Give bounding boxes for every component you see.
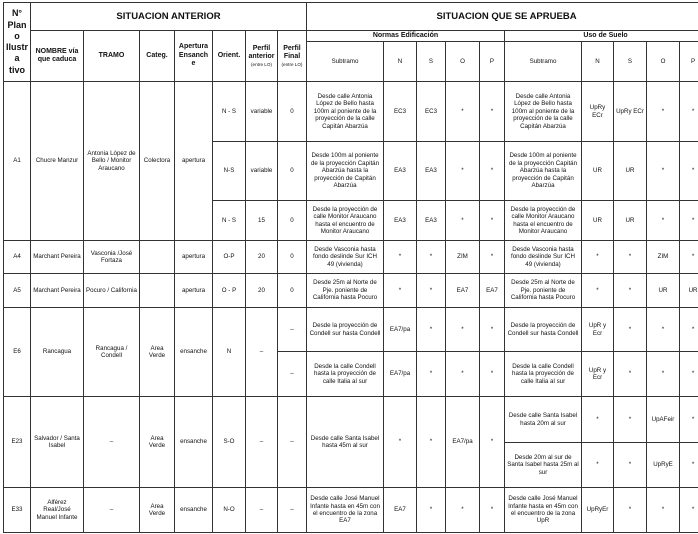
uso-o-cell: * bbox=[647, 352, 680, 397]
orient-cell: N - S bbox=[213, 201, 246, 241]
norm-s-cell: EC3 bbox=[417, 82, 446, 142]
categ-cell: Colectora bbox=[140, 82, 175, 241]
street-plan-table bbox=[3, 2, 698, 533]
uso-n-cell: UpRy ECr bbox=[582, 82, 614, 142]
perfil-anterior-cell: variable bbox=[246, 82, 278, 142]
normas-header: Normas Edificación bbox=[307, 31, 505, 42]
orient-cell: N bbox=[213, 308, 246, 397]
header-row-1 bbox=[4, 3, 698, 31]
norm-s-cell: * bbox=[417, 274, 446, 308]
uso-o-cell: UR bbox=[647, 274, 680, 308]
uso-subtramo-cell: Desde 25m al Norte de Pje. poniente de California hasta Pocuro bbox=[505, 274, 582, 308]
uso-s-cell: * bbox=[614, 241, 647, 274]
norm-n-cell: * bbox=[384, 241, 417, 274]
tramo-header: TRAMO bbox=[84, 31, 140, 82]
norm-o-cell: * bbox=[446, 201, 480, 241]
perfil-anterior-cell: – bbox=[246, 488, 278, 533]
norm-s-cell: * bbox=[417, 241, 446, 274]
norm-s-cell: EA3 bbox=[417, 142, 446, 201]
uso-s-cell: * bbox=[614, 274, 647, 308]
situacion-anterior-header: SITUACION ANTERIOR bbox=[31, 3, 307, 31]
norm-n-cell: EA3 bbox=[384, 142, 417, 201]
uso-subtramo-cell: Desde la proyección de calle Monitor Araucano hasta el encuentro de Monitor Araucano bbox=[505, 201, 582, 241]
orient-cell: N-S bbox=[213, 142, 246, 201]
norm-subtramo-cell: Desde la calle Condell hasta la proyección de calle Italia al sur bbox=[307, 352, 384, 397]
perfil-anterior-unit: (entre LO) bbox=[251, 61, 272, 67]
apertura-cell: ensanche bbox=[175, 308, 213, 397]
norm-p-cell: * bbox=[480, 488, 505, 533]
nombre-cell: Marchant Pereira bbox=[31, 274, 84, 308]
perfil-final-cell: – bbox=[278, 352, 307, 397]
uso-subtramo-cell: Desde 20m al sur de Santa Isabel hasta 25m al sur bbox=[505, 443, 582, 488]
uso-o-cell: ZIM bbox=[647, 241, 680, 274]
uso-o-cell: * bbox=[647, 201, 680, 241]
norm-n-header: N bbox=[384, 42, 417, 82]
norm-p-cell: EA7 bbox=[480, 274, 505, 308]
norm-p-cell: * bbox=[480, 82, 505, 142]
table-row bbox=[4, 241, 698, 274]
norm-p-header: P bbox=[480, 42, 505, 82]
categ-header: Categ. bbox=[140, 31, 175, 82]
norm-s-cell: * bbox=[417, 308, 446, 352]
uso-p-cell: UR bbox=[680, 274, 698, 308]
tramo-cell: Rancagua / Condell bbox=[84, 308, 140, 397]
perfil-anterior-cell: – bbox=[246, 397, 278, 488]
tramo-cell: – bbox=[84, 397, 140, 488]
uso-o-cell: UpAFeir bbox=[647, 397, 680, 443]
uso-p-cell: * bbox=[680, 488, 698, 533]
uso-o-header: O bbox=[647, 42, 680, 82]
nombre-cell: Salvador / Santa Isabel bbox=[31, 397, 84, 488]
norm-n-cell: EA7 bbox=[384, 488, 417, 533]
uso-subtramo-cell: Desde calle Antonia López de Bello hasta 100m al poniente de la proyección de la calle Capitán Abarzúa bbox=[505, 82, 582, 142]
norm-o-cell: * bbox=[446, 352, 480, 397]
uso-s-cell: UR bbox=[614, 142, 647, 201]
uso-subtramo-cell: Desde Vasconia hasta fondo deslinde Sur ICH 49 (vivienda) bbox=[505, 241, 582, 274]
uso-n-cell: UpR y Ecr bbox=[582, 352, 614, 397]
uso-p-cell: * bbox=[680, 82, 698, 142]
uso-o-cell: * bbox=[647, 82, 680, 142]
uso-p-cell: * bbox=[680, 241, 698, 274]
norm-subtramo-cell: Desde Vasconia hasta fondo deslinde Sur ICH 49 (vivienda) bbox=[307, 241, 384, 274]
tramo-cell: Antonia López de Bello / Monitor Araucano bbox=[84, 82, 140, 241]
uso-s-cell: * bbox=[614, 308, 647, 352]
uso-n-cell: UR bbox=[582, 142, 614, 201]
norm-n-cell: * bbox=[384, 274, 417, 308]
tramo-cell: Pocuro / California bbox=[84, 274, 140, 308]
uso-o-cell: * bbox=[647, 142, 680, 201]
norm-o-cell: * bbox=[446, 488, 480, 533]
perfil-final-cell: 0 bbox=[278, 274, 307, 308]
orient-cell: N - S bbox=[213, 82, 246, 142]
norm-subtramo-cell: Desde 100m al poniente de la proyección Capitán Abarzúa hasta la proyección de Capitán Abarzúa bbox=[307, 142, 384, 201]
perfil-anterior-label: Perfil anterior bbox=[248, 44, 275, 61]
uso-p-cell: * bbox=[680, 397, 698, 443]
norm-o-cell: * bbox=[446, 308, 480, 352]
orient-header: Orient. bbox=[213, 31, 246, 82]
norm-subtramo-cell: Desde la proyección de calle Monitor Araucano hasta el encuentro de Monitor Araucano bbox=[307, 201, 384, 241]
apertura-cell: ensanche bbox=[175, 397, 213, 488]
categ-cell bbox=[140, 274, 175, 308]
perfil-final-cell: 0 bbox=[278, 241, 307, 274]
uso-subtramo-cell: Desde 100m al poniente de la proyección Capitán Abarzúa hasta la proyección de Capitán Abarzúa bbox=[505, 142, 582, 201]
plano-cell: E6 bbox=[4, 308, 31, 397]
uso-subtramo-cell: Desde la calle Condell hasta la proyección de calle Italia al sur bbox=[505, 352, 582, 397]
apertura-cell: ensanche bbox=[175, 488, 213, 533]
norm-o-cell: * bbox=[446, 82, 480, 142]
plano-cell: A5 bbox=[4, 274, 31, 308]
uso-s-cell: * bbox=[614, 352, 647, 397]
tramo-cell: – bbox=[84, 488, 140, 533]
uso-n-cell: * bbox=[582, 274, 614, 308]
apertura-header: Apertura Ensanche bbox=[175, 31, 213, 82]
uso-n-cell: UR bbox=[582, 201, 614, 241]
norm-p-cell: * bbox=[480, 308, 505, 352]
norm-subtramo-cell: Desde la proyección de Condell sur hasta Condell bbox=[307, 308, 384, 352]
norm-p-cell: * bbox=[480, 142, 505, 201]
nombre-header: NOMBRE vía que caduca bbox=[31, 31, 84, 82]
plano-cell: E33 bbox=[4, 488, 31, 533]
plano-cell: A4 bbox=[4, 241, 31, 274]
uso-suelo-header: Uso de Suelo bbox=[505, 31, 698, 42]
table-row bbox=[4, 488, 698, 533]
perfil-final-unit: (entre LO) bbox=[281, 61, 303, 67]
uso-n-cell: UpR y Ecr bbox=[582, 308, 614, 352]
perfil-final-cell: – bbox=[278, 397, 307, 488]
norm-subtramo-cell: Desde calle José Manuel Infante hasta en 45m con el encuentro de la zona EA7 bbox=[307, 488, 384, 533]
norm-n-cell: EA7/pa bbox=[384, 308, 417, 352]
perfil-anterior-cell: variable bbox=[246, 142, 278, 201]
perfil-anterior-cell: 15 bbox=[246, 201, 278, 241]
perfil-final-cell: 0 bbox=[278, 201, 307, 241]
norm-s-header: S bbox=[417, 42, 446, 82]
norm-p-cell: * bbox=[480, 241, 505, 274]
uso-subtramo-cell: Desde calle José Manuel Infante hasta en 45m con el encuentro de la zona UpR bbox=[505, 488, 582, 533]
uso-n-cell: * bbox=[582, 397, 614, 443]
norm-s-cell: * bbox=[417, 397, 446, 488]
uso-o-cell: * bbox=[647, 488, 680, 533]
nombre-cell: Alférez Real/José Manuel Infante bbox=[31, 488, 84, 533]
perfil-anterior-cell: 20 bbox=[246, 274, 278, 308]
norm-n-cell: EA3 bbox=[384, 201, 417, 241]
header-row-2 bbox=[4, 31, 698, 42]
perfil-final-cell: – bbox=[278, 308, 307, 352]
uso-s-cell: * bbox=[614, 397, 647, 443]
uso-n-cell: UpRyEr bbox=[582, 488, 614, 533]
tramo-cell: Vasconia /José Fortaza bbox=[84, 241, 140, 274]
perfil-anterior-cell: – bbox=[246, 308, 278, 397]
categ-cell: Area Verde bbox=[140, 488, 175, 533]
norm-o-cell: * bbox=[446, 142, 480, 201]
norm-o-header: O bbox=[446, 42, 480, 82]
nombre-cell: Marchant Pereira bbox=[31, 241, 84, 274]
table-row bbox=[4, 397, 698, 443]
norm-subtramo-cell: Desde calle Antonia López de Bello hasta 100m al poniente de la proyección de la calle Capitán Abarzúa bbox=[307, 82, 384, 142]
norm-p-cell: * bbox=[480, 352, 505, 397]
table-row bbox=[4, 82, 698, 142]
norm-s-cell: * bbox=[417, 352, 446, 397]
apertura-cell: apertura bbox=[175, 274, 213, 308]
uso-n-cell: * bbox=[582, 443, 614, 488]
orient-cell: O-P bbox=[213, 241, 246, 274]
uso-n-cell: * bbox=[582, 241, 614, 274]
nombre-cell: Chucre Manzur bbox=[31, 82, 84, 241]
norm-subtramo-cell: Desde 25m al Norte de Pje. poniente de California hasta Pocuro bbox=[307, 274, 384, 308]
uso-subtramo-cell: Desde calle Santa Isabel hasta 20m al sur bbox=[505, 397, 582, 443]
norm-o-cell: EA7/pa bbox=[446, 397, 480, 488]
perfil-final-label: Perfil Final bbox=[283, 44, 301, 61]
uso-n-header: N bbox=[582, 42, 614, 82]
uso-p-cell: * bbox=[680, 352, 698, 397]
perfil-final-cell: 0 bbox=[278, 82, 307, 142]
plano-cell: E23 bbox=[4, 397, 31, 488]
apertura-cell: apertura bbox=[175, 241, 213, 274]
perfil-final-cell: – bbox=[278, 488, 307, 533]
uso-s-cell: UR bbox=[614, 201, 647, 241]
uso-p-cell: * bbox=[680, 201, 698, 241]
norm-subtramo-cell: Desde calle Santa Isabel hasta 45m al sur bbox=[307, 397, 384, 488]
uso-p-cell: * bbox=[680, 443, 698, 488]
uso-o-cell: * bbox=[647, 308, 680, 352]
norm-p-cell: * bbox=[480, 201, 505, 241]
norm-n-cell: EA7/pa bbox=[384, 352, 417, 397]
norm-n-cell: EC3 bbox=[384, 82, 417, 142]
uso-p-cell: * bbox=[680, 142, 698, 201]
plano-header: N° Plano Ilustra tivo bbox=[4, 3, 31, 82]
uso-o-cell: UpRyE bbox=[647, 443, 680, 488]
apertura-cell: apertura bbox=[175, 82, 213, 241]
perfil-anterior-cell: 20 bbox=[246, 241, 278, 274]
uso-p-header: P bbox=[680, 42, 698, 82]
situacion-aprueba-header: SITUACION QUE SE APRUEBA bbox=[307, 3, 698, 31]
uso-s-cell: * bbox=[614, 488, 647, 533]
uso-s-cell: * bbox=[614, 443, 647, 488]
norm-subtramo-header: Subtramo bbox=[307, 42, 384, 82]
table-row bbox=[4, 274, 698, 308]
categ-cell bbox=[140, 241, 175, 274]
norm-o-cell: EA7 bbox=[446, 274, 480, 308]
orient-cell: N-O bbox=[213, 488, 246, 533]
uso-subtramo-cell: Desde la proyección de Condell sur hasta Condell bbox=[505, 308, 582, 352]
uso-p-cell: * bbox=[680, 308, 698, 352]
nombre-cell: Rancagua bbox=[31, 308, 84, 397]
table-row bbox=[4, 308, 698, 352]
categ-cell: Area Verde bbox=[140, 397, 175, 488]
perfil-final-header bbox=[278, 31, 307, 82]
uso-subtramo-header: Subtramo bbox=[505, 42, 582, 82]
categ-cell: Area Verde bbox=[140, 308, 175, 397]
perfil-final-cell: 0 bbox=[278, 142, 307, 201]
norm-s-cell: EA3 bbox=[417, 201, 446, 241]
orient-cell: O - P bbox=[213, 274, 246, 308]
plano-cell: A1 bbox=[4, 82, 31, 241]
norm-n-cell: * bbox=[384, 397, 417, 488]
norm-p-cell: * bbox=[480, 397, 505, 488]
norm-o-cell: ZIM bbox=[446, 241, 480, 274]
norm-s-cell: * bbox=[417, 488, 446, 533]
uso-s-header: S bbox=[614, 42, 647, 82]
orient-cell: S-O bbox=[213, 397, 246, 488]
uso-s-cell: UpRy ECr bbox=[614, 82, 647, 142]
perfil-anterior-header bbox=[246, 31, 278, 82]
